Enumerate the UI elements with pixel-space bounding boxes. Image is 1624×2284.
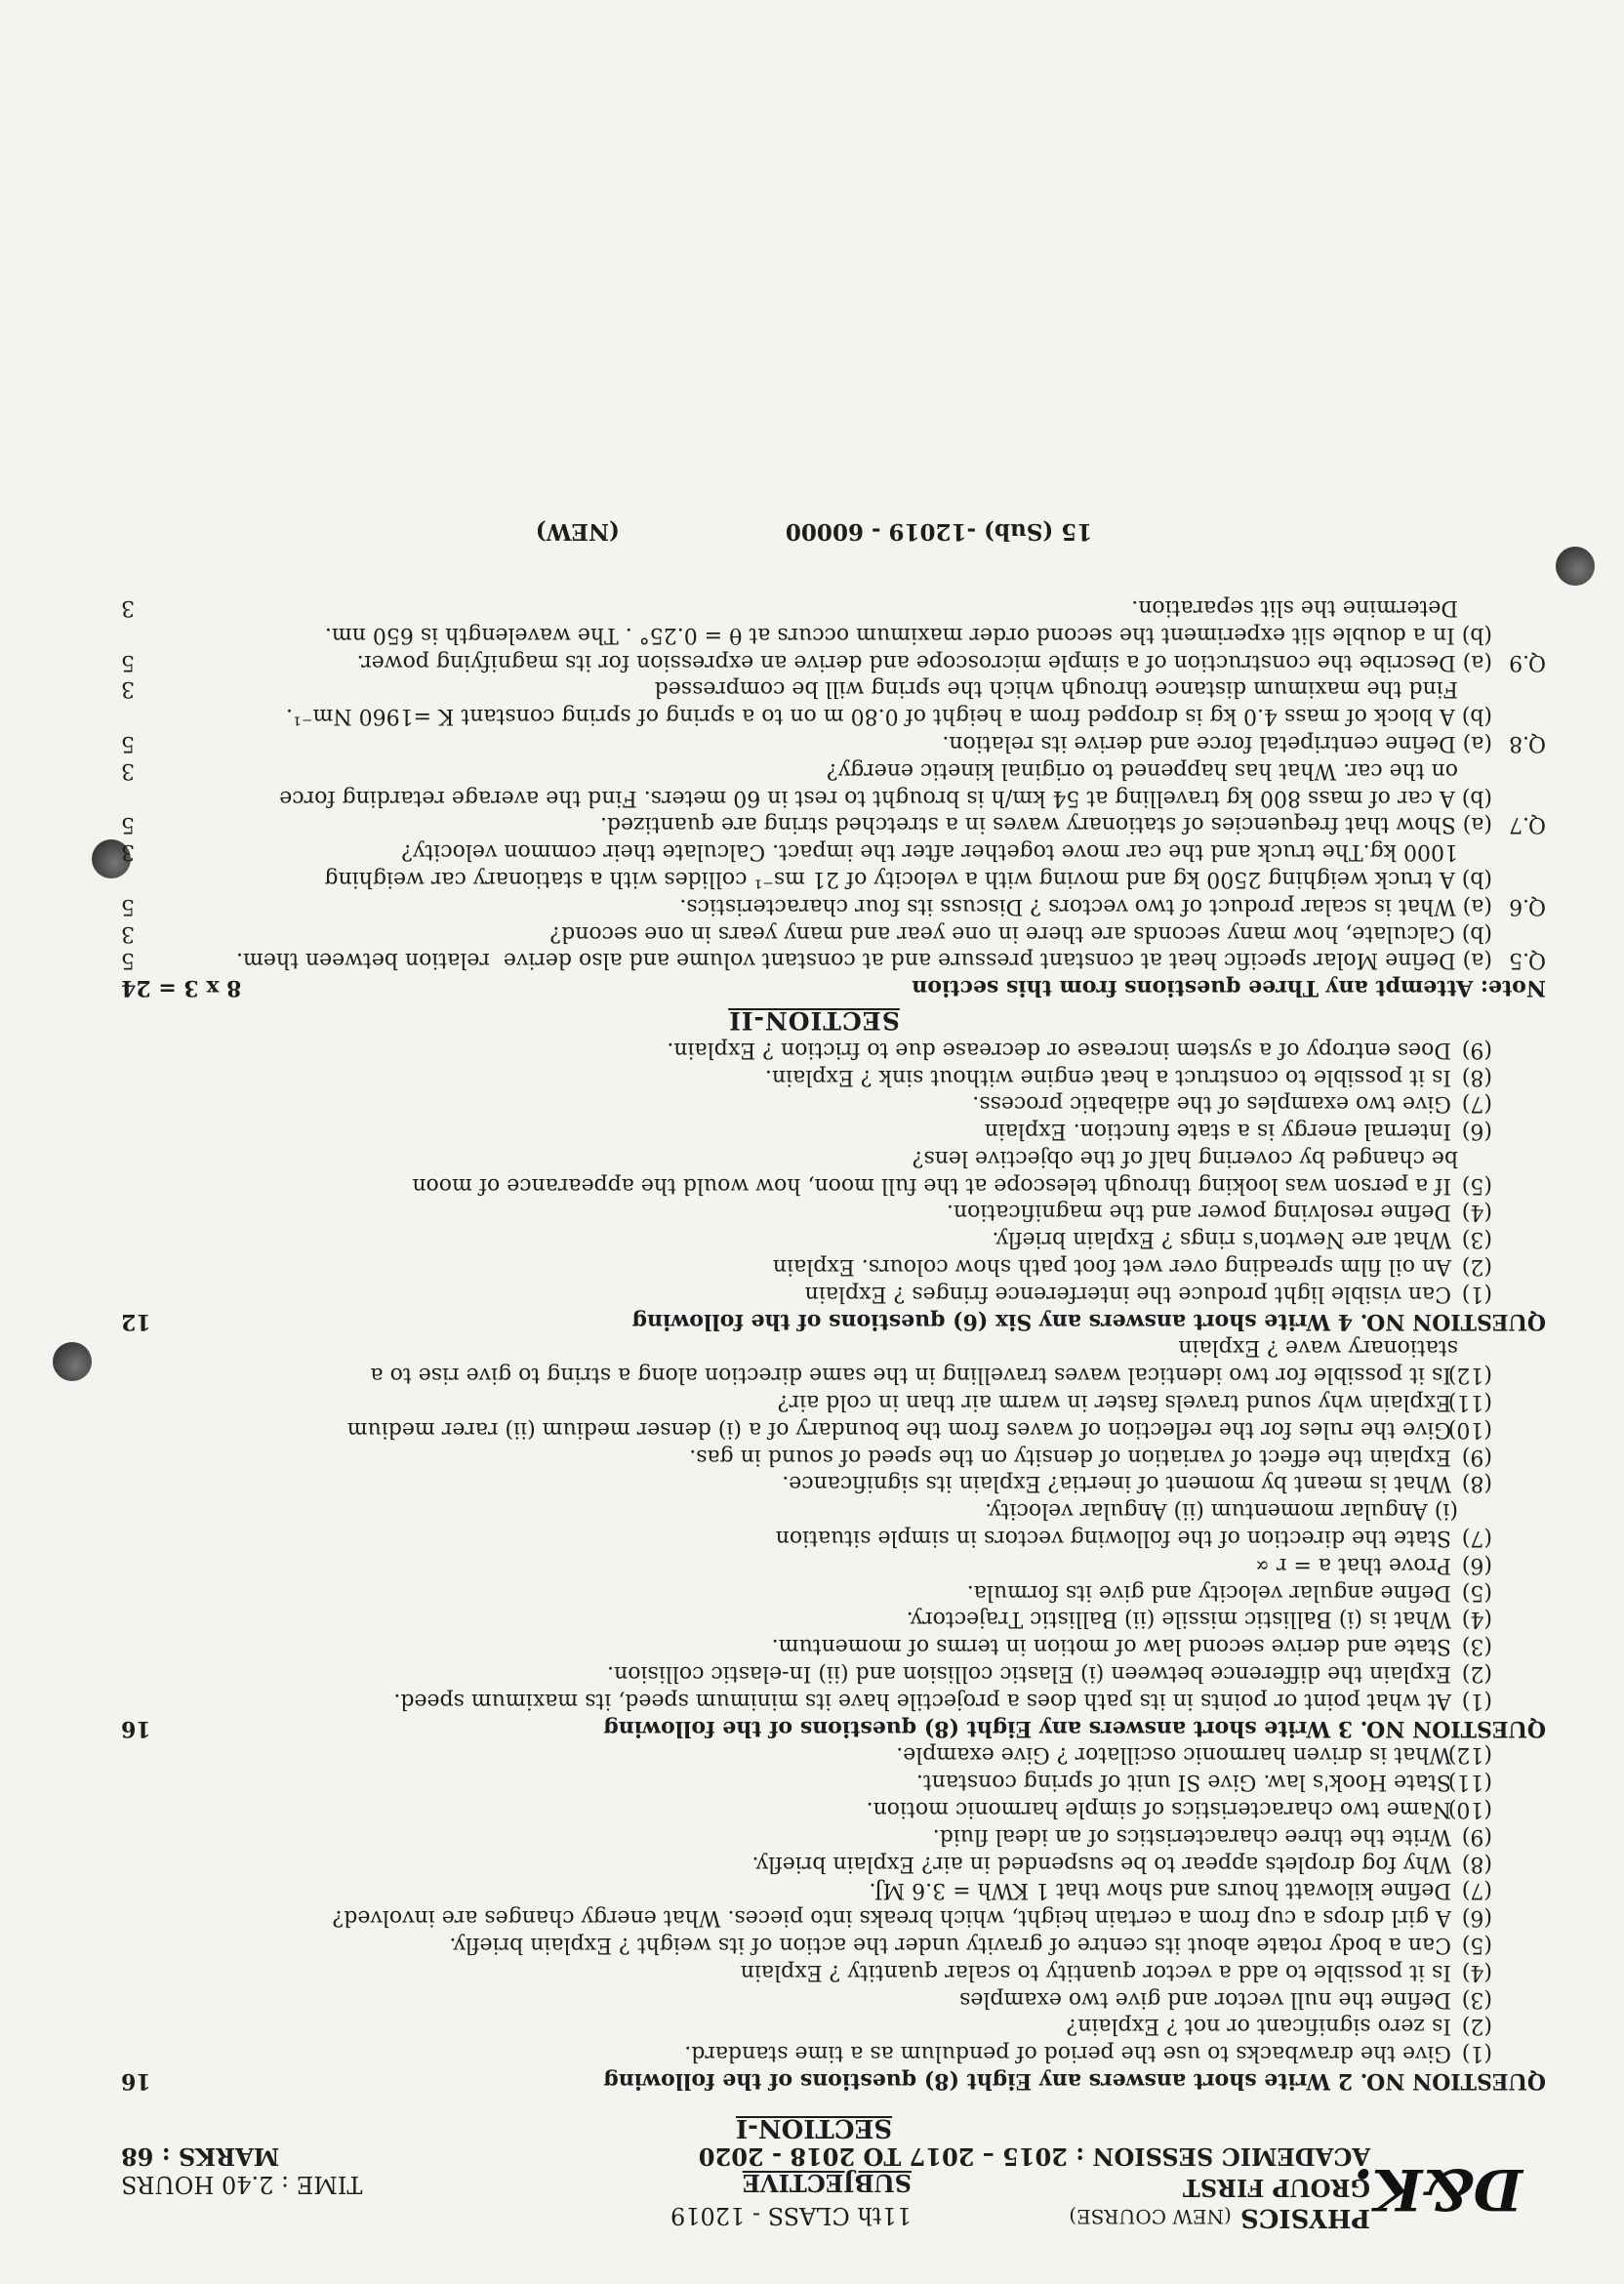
item-text: Prove that a = r ∝ [1255,1552,1451,1577]
item-number: (1) [1461,2041,1492,2066]
time-allowed: TIME : 2.40 HOURS [121,2171,363,2198]
item-number: (7) [1461,1091,1492,1117]
item-number: (12) [1447,1363,1492,1388]
question-item [82,1280,1546,1307]
item-number: (7) [1461,1526,1492,1551]
item-number: (9) [1461,1037,1492,1062]
item-text: Is it possible to add a vector quantity to scalar quantity ? Explain [740,1959,1451,1984]
item-number: (4) [1461,1959,1492,1984]
paper-code: 15 (Sub) -12019 - 60000 [785,518,1093,546]
class-line: 11th CLASS - 12019 [670,2202,912,2229]
long-question-text: on the car. What has happened to original kinetic energy? [826,757,1492,783]
question-item [82,1470,1546,1497]
question-2-heading [82,2066,1546,2094]
question-heading-text: QUESTION NO. 4 Write short answers any Six (6) questions of the following [631,1308,1546,1334]
long-question-row [82,675,1546,703]
long-question-marks: 3 [121,757,135,783]
item-number: (5) [1461,1933,1492,1958]
item-number: (11) [1447,1770,1492,1795]
item-text: Explain the effect of variation of density on the speed of sound in gas. [689,1444,1451,1469]
question-heading-text: QUESTION NO. 3 Write short answers any Eight (8) questions of the following [603,1715,1546,1741]
long-question-marks: 5 [121,948,135,973]
long-question-row [82,702,1546,729]
question-item [82,1415,1546,1443]
item-text: Give the drawbacks to use the period of pendulum as a time standard. [684,2041,1451,2066]
note-text: Note: Attempt any Three questions from this section [912,975,1546,1001]
long-question-text: (a) What is scalar product of two vectors ? Discuss its four characteristics. [679,893,1492,918]
item-number: (10) [1447,1797,1492,1822]
section-2-note [82,973,1546,1000]
question-item [82,1496,1546,1524]
question-item [82,1877,1546,1904]
question-2-list [82,1741,1546,2067]
item-number: (6) [1461,1552,1492,1577]
question-item [82,1768,1546,1795]
exam-sheet [82,517,1546,2240]
item-text: (i) Angular momentum (ii) Angular velocity. [985,1498,1458,1524]
question-heading-text: QUESTION NO. 2 Write short answers any Eight (8) questions of the following [603,2068,1546,2094]
section-2-title: SECTION-II [728,1005,900,1035]
item-number: (8) [1461,1851,1492,1876]
item-number: (8) [1461,1064,1492,1089]
question-item [82,1334,1546,1362]
question-item [82,2039,1546,2066]
long-question-number: Q.7 [1509,812,1546,837]
question-item [82,1388,1546,1415]
long-question-marks: 3 [121,594,135,620]
course-tag: (NEW) [535,518,620,546]
item-text: Give the rules for the reflection of waves from the boundary of a (i) denser medium (ii) rarer medium [346,1416,1451,1442]
paper-footer [82,517,1546,545]
question-item [82,1958,1546,1985]
item-number: (1) [1461,1688,1492,1713]
question-item [82,1903,1546,1931]
item-number: (6) [1461,1119,1492,1144]
item-text: Is it possible to construct a heat engine without sink ? Explain. [764,1064,1451,1089]
question-marks: 16 [121,2068,151,2094]
long-question-marks: 5 [121,893,135,918]
long-question-text: (a) Show that frequencies of stationary waves in a stretched string are quantized. [599,812,1492,837]
item-text: At what point or points in its path does a projectile have its minimum speed, its maximum speed. [393,1688,1451,1713]
item-number: (2) [1461,2014,1492,2039]
total-marks: MARKS : 68 [121,2142,280,2171]
item-text: Define resolving power and the magnification. [946,1200,1451,1225]
item-number: (9) [1461,1444,1492,1469]
question-item [82,1606,1546,1633]
long-question-row [82,648,1546,675]
item-text: Define kilowatt hours and show that 1 KWh = 3.6 MJ. [869,1878,1451,1903]
item-text: Does entropy of a system increase or decrease due to friction ? Explain. [667,1037,1451,1062]
question-item [82,1985,1546,2013]
long-question-text: Determine the slit separation. [1131,594,1492,620]
item-number: (3) [1461,1227,1492,1252]
long-question-text: (b) In a double slit experiment the second order maximum occurs at θ = 0.25° . The wavelength is 650 nm. [324,622,1492,647]
question-item [82,1551,1546,1578]
academic-session: ACADEMIC SESSION : 2015 – 2017 TO 2018 - 2020 [698,2142,1370,2171]
question-item [82,1036,1546,1063]
question-item [82,1171,1546,1199]
item-number: (5) [1461,1172,1492,1198]
long-question-text: Find the maximum distance through which the spring will be compressed [654,676,1492,702]
long-question-row [82,729,1546,756]
item-text: Explain the difference between (i) Elastic collision and (ii) In-elastic collision. [607,1661,1451,1687]
long-question-marks: 3 [121,839,135,865]
subject-line [1069,2202,1370,2230]
question-item [82,1117,1546,1144]
item-number: (4) [1461,1607,1492,1632]
item-text: Explain why sound travels faster in warm air than in cold air? [777,1390,1451,1415]
long-question-number: Q.8 [1509,730,1546,755]
item-text: Can visible light produce the interference fringes ? Explain [804,1281,1451,1306]
long-question-number: Q.6 [1509,893,1546,918]
item-number: (6) [1461,1905,1492,1931]
long-question-row [82,892,1546,919]
question-item [82,1361,1546,1388]
note-marks: 8 x 3 = 24 [121,975,242,1001]
item-text: What is meant by moment of inertia? Explain its significance. [782,1471,1451,1496]
item-text: Why fog droplets appear to be suspended in air? Explain briefly. [751,1851,1451,1876]
item-number: (4) [1461,1200,1492,1225]
long-question-row [82,919,1546,947]
punch-hole-mark [1556,547,1595,586]
question-item [82,1795,1546,1822]
item-number: (3) [1461,1986,1492,2012]
long-question-row [82,865,1546,892]
question-item [82,1632,1546,1659]
question-3-heading [82,1714,1546,1741]
exam-header [82,2094,1546,2240]
long-question-marks: 3 [121,920,135,946]
item-text: Define angular velocity and give its formula. [966,1579,1451,1605]
question-item [82,1090,1546,1118]
item-number: (2) [1461,1661,1492,1687]
item-number: (1) [1461,1281,1492,1306]
long-question-text: (b) A car of mass 800 kg travelling at 54 km/h is brought to rest in 60 meters. Find the average retarding force [279,785,1492,810]
long-question-text: (a) Describe the construction of a simple microscope and derive an expression for its magnifying power. [356,649,1492,674]
long-question-text: (b) Calculate, how many seconds are there in one year and many years in one second? [549,920,1492,946]
question-item [82,1063,1546,1090]
long-question-row [82,621,1546,648]
item-number: (10) [1447,1416,1492,1442]
item-text: A girl drops a cup from a certain height, which breaks into pieces. What energy changes are involved? [332,1905,1451,1931]
item-text: Name two characteristics of simple harmonic motion. [866,1797,1451,1822]
svg-text:D&K.: D&K. [1353,2156,1522,2223]
item-text: Can a body rotate about its centre of gravity under the action of its weight ? Explain briefly. [449,1933,1451,1958]
long-question-text: 1000 kg.The truck and the car move together after the impact. Calculate their common velocity? [401,839,1492,865]
question-item [82,1144,1546,1171]
item-text: Define the null vector and give two examples [959,1986,1451,2012]
question-item [82,2013,1546,2040]
section-1-title: SECTION-I [735,2113,893,2142]
item-number: (2) [1461,1254,1492,1280]
long-question-number: Q.5 [1509,948,1546,973]
question-4-list [82,1036,1546,1307]
item-text: be changed by covering half of the objective lens? [912,1145,1458,1170]
item-text: Give two examples of the adiabatic process. [972,1091,1451,1117]
question-item [82,1199,1546,1226]
question-item [82,1443,1546,1470]
item-text: What is (i) Ballistic missile (ii) Ballistic Trajectory. [906,1607,1451,1632]
long-question-marks: 3 [121,676,135,702]
item-text: stationary wave ? Explain [1178,1335,1458,1361]
item-number: (5) [1461,1579,1492,1605]
group-label: GROUP FIRST [1182,2174,1370,2202]
item-text: Write the three characteristics of an ideal fluid. [932,1823,1451,1849]
item-text: State and derive second law of motion in terms of momentum. [771,1634,1451,1659]
handwritten-logo [1353,2152,1526,2230]
question-4-heading [82,1307,1546,1334]
long-question-row [82,756,1546,784]
question-3-list [82,1334,1546,1714]
item-number: (12) [1447,1742,1492,1768]
item-number: (9) [1461,1823,1492,1849]
item-text: If a person was looking through telescope at the full moon, how would the appearance of moon [412,1172,1451,1198]
long-question-text: (a) Define Molar specific heat at constant pressure and at constant volume and also derive relation between them. [236,948,1492,973]
question-item [82,1931,1546,1958]
question-item [82,1252,1546,1280]
long-question-text: (b) A block of mass 4.0 kg is dropped from a height of 0.80 m on to a spring of spring constant K =1960 Nm⁻¹. [286,704,1492,729]
item-text: What are Newton's rings ? Explain briefly. [992,1227,1451,1252]
question-item [82,1687,1546,1714]
item-text: Is zero significant or not ? Explain? [1066,2014,1451,2039]
course-label: (NEW COURSE) [1069,2205,1232,2228]
question-marks: 16 [121,1715,151,1741]
item-number: (11) [1447,1390,1492,1415]
long-question-text: (b) A truck weighing 2500 kg and moving with a velocity of 21 ms⁻¹ collides with a stationary car weighing [324,866,1492,891]
section-2-list [82,593,1546,973]
item-text: Internal energy is a state function. Explain [984,1119,1451,1144]
long-question-marks: 5 [121,812,135,837]
item-text: An oil film spreading over wet foot path show colours. Explain [772,1254,1451,1280]
long-question-marks: 5 [121,730,135,755]
long-question-row [82,837,1546,865]
item-number: (7) [1461,1878,1492,1903]
item-text: What is driven harmonic oscillator ? Give example. [896,1742,1451,1768]
long-question-row [82,784,1546,811]
long-question-row [82,593,1546,621]
long-question-text: (a) Define centripetal force and derive its relation. [942,730,1492,755]
long-question-row [82,811,1546,838]
question-item [82,1822,1546,1850]
question-item [82,1226,1546,1253]
long-question-number: Q.9 [1509,649,1546,674]
item-number: (8) [1461,1471,1492,1496]
question-item [82,1741,1546,1769]
question-marks: 12 [121,1308,151,1334]
item-text: Is it possible for two identical waves travelling in the same direction along a string to give rise to a [370,1363,1451,1388]
question-item [82,1850,1546,1877]
item-text: State the direction of the following vectors in simple situation [775,1526,1451,1551]
subject-name: PHYSICS [1239,2203,1370,2232]
item-number: (3) [1461,1634,1492,1659]
paper-type: SUBJECTIVE [742,2169,912,2197]
question-item [82,1578,1546,1606]
question-item [82,1659,1546,1687]
question-item [82,1524,1546,1551]
long-question-row [82,947,1546,974]
item-text: State Hook's law. Give SI unit of spring constant. [915,1770,1451,1795]
long-question-marks: 5 [121,649,135,674]
